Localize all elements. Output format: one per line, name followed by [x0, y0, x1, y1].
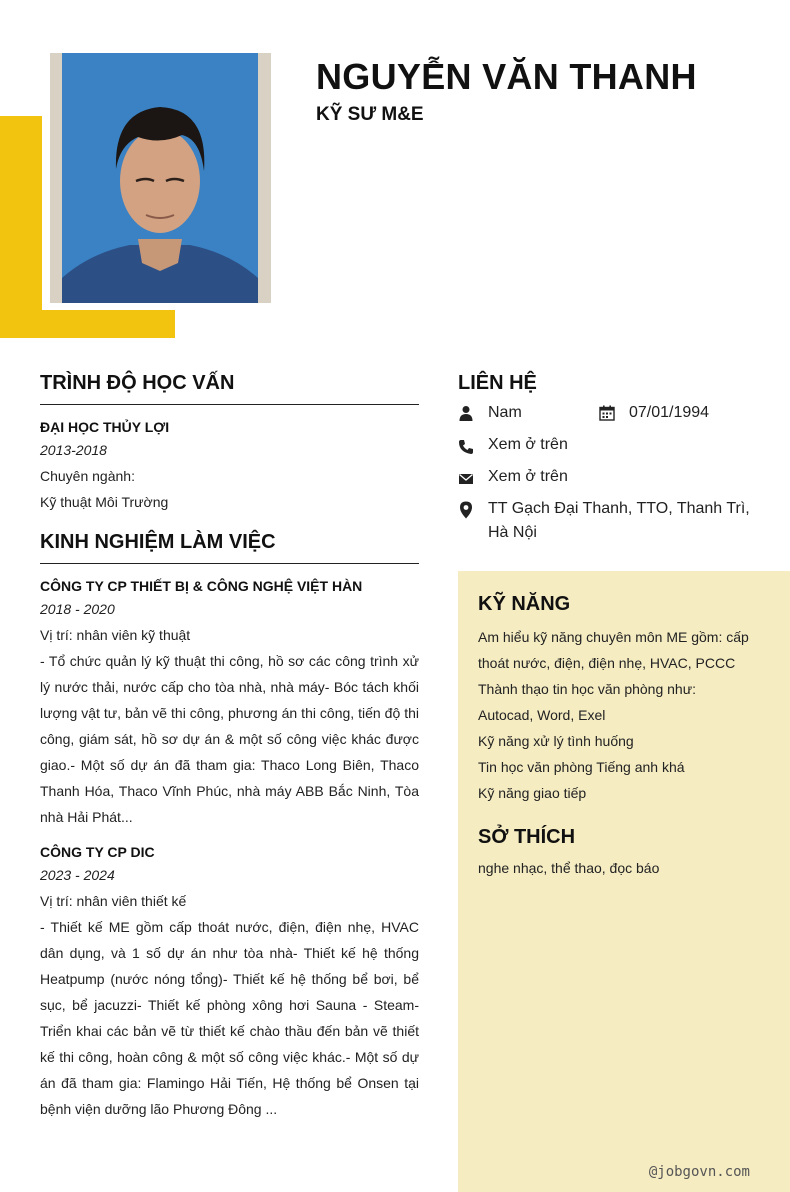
profile-photo — [50, 53, 271, 303]
candidate-title: KỸ SƯ M&E — [316, 104, 424, 125]
job-description: - Tổ chức quản lý kỹ thuật thi công, hồ sơ các công trình xử lý nước thải, nước cấp cho tòa nhà, nhà máy- Bóc tách khối lượng vật tư, bản vẽ thi công, phương án thi công, tiến độ thi công, giám sát, hồ sơ dự án & một số công việc khác được giao.- Một số dự án đã tham gia: Thaco Long Biên, Thaco Thanh Hóa, Thaco Vĩnh Phúc, nhà máy ABB Bắc Ninh, Tòa nhà Hải Phát... — [40, 653, 419, 825]
skill-item: Kỹ năng giao tiếp — [478, 785, 587, 801]
contact-phone: Xem ở trên — [488, 436, 568, 453]
location-icon — [458, 501, 474, 519]
job-description: - Thiết kế ME gồm cấp thoát nước, điện, điện nhẹ, HVAC dân dụng, và 1 số dự án như tòa nhà- Thiết kế hệ thống Heatpump (nước nóng tổng)- Thiết kế hệ thống bể bơi, bể sục, bể jacuzzi- Thiết kế phòng xông hơi Sauna - Steam-Triển khai các bản vẽ từ thiết kế chào thầu đến bản vẽ thiết kế thi công, hoàn công & một số công việc khác.- Một số dự án đã tham gia: Flamingo Hải Tiến, Hệ thống bể Onsen tại bệnh viện dưỡng lão Phương Đông ... — [40, 919, 419, 1117]
hobbies-heading: SỞ THÍCH — [478, 826, 576, 848]
education-years: 2013-2018 — [40, 442, 107, 458]
contact-row-phone — [458, 433, 768, 465]
phone-icon — [458, 439, 474, 455]
contact-address: TT Gạch Đại Thanh, TTO, Thanh Trì, Hà Nội — [488, 500, 750, 541]
skill-item: Tin học văn phòng Tiếng anh khá — [478, 759, 685, 775]
job-company: CÔNG TY CP THIẾT BỊ & CÔNG NGHỆ VIỆT HÀN — [40, 578, 363, 594]
job-period: 2023 - 2024 — [40, 867, 115, 883]
job-company: CÔNG TY CP DIC — [40, 844, 155, 860]
contact-birthday: 07/01/1994 — [629, 404, 710, 421]
job-period: 2018 - 2020 — [40, 601, 115, 617]
contact-row-gender — [458, 401, 768, 433]
education-school: ĐẠI HỌC THỦY LỢI — [40, 419, 170, 435]
calendar-icon — [599, 405, 615, 421]
job-position: Vị trí: nhân viên kỹ thuật — [40, 627, 191, 643]
skill-item: Thành thạo tin học văn phòng như: — [478, 681, 696, 697]
contact-gender: Nam — [488, 404, 522, 421]
contact-heading: LIÊN HỆ — [458, 372, 537, 394]
candidate-name: NGUYỄN VĂN THANH — [316, 56, 697, 97]
skill-item: Am hiểu kỹ năng chuyên môn ME gồm: cấp thoát nước, điện, điện nhẹ, HVAC, PCCC — [478, 629, 749, 671]
contact-row-address — [458, 497, 768, 549]
skills-panel — [458, 571, 790, 1192]
person-icon — [458, 405, 474, 421]
job-entry — [40, 576, 419, 830]
experience-heading: KINH NGHIỆM LÀM VIỆC — [40, 531, 419, 564]
education-major-label: Chuyên ngành: — [40, 468, 135, 484]
site-watermark: @jobgovn.com — [648, 1164, 750, 1180]
contact-row-email — [458, 465, 768, 497]
skills-heading: KỸ NĂNG — [478, 593, 571, 615]
education-major: Kỹ thuật Môi Trường — [40, 494, 169, 510]
left-column — [40, 372, 419, 1134]
hobbies-text: nghe nhạc, thể thao, đọc báo — [478, 860, 660, 876]
job-entry — [40, 842, 419, 1122]
contact-email: Xem ở trên — [488, 468, 568, 485]
accent-bar-horizontal — [0, 310, 175, 338]
accent-bar-vertical — [0, 116, 42, 338]
education-heading: TRÌNH ĐỘ HỌC VẤN — [40, 372, 419, 405]
contact-section — [458, 372, 768, 549]
skill-item: Autocad, Word, Exel — [478, 707, 606, 723]
mail-icon — [458, 471, 474, 487]
job-position: Vị trí: nhân viên thiết kế — [40, 893, 187, 909]
skill-item: Kỹ năng xử lý tình huống — [478, 733, 634, 749]
